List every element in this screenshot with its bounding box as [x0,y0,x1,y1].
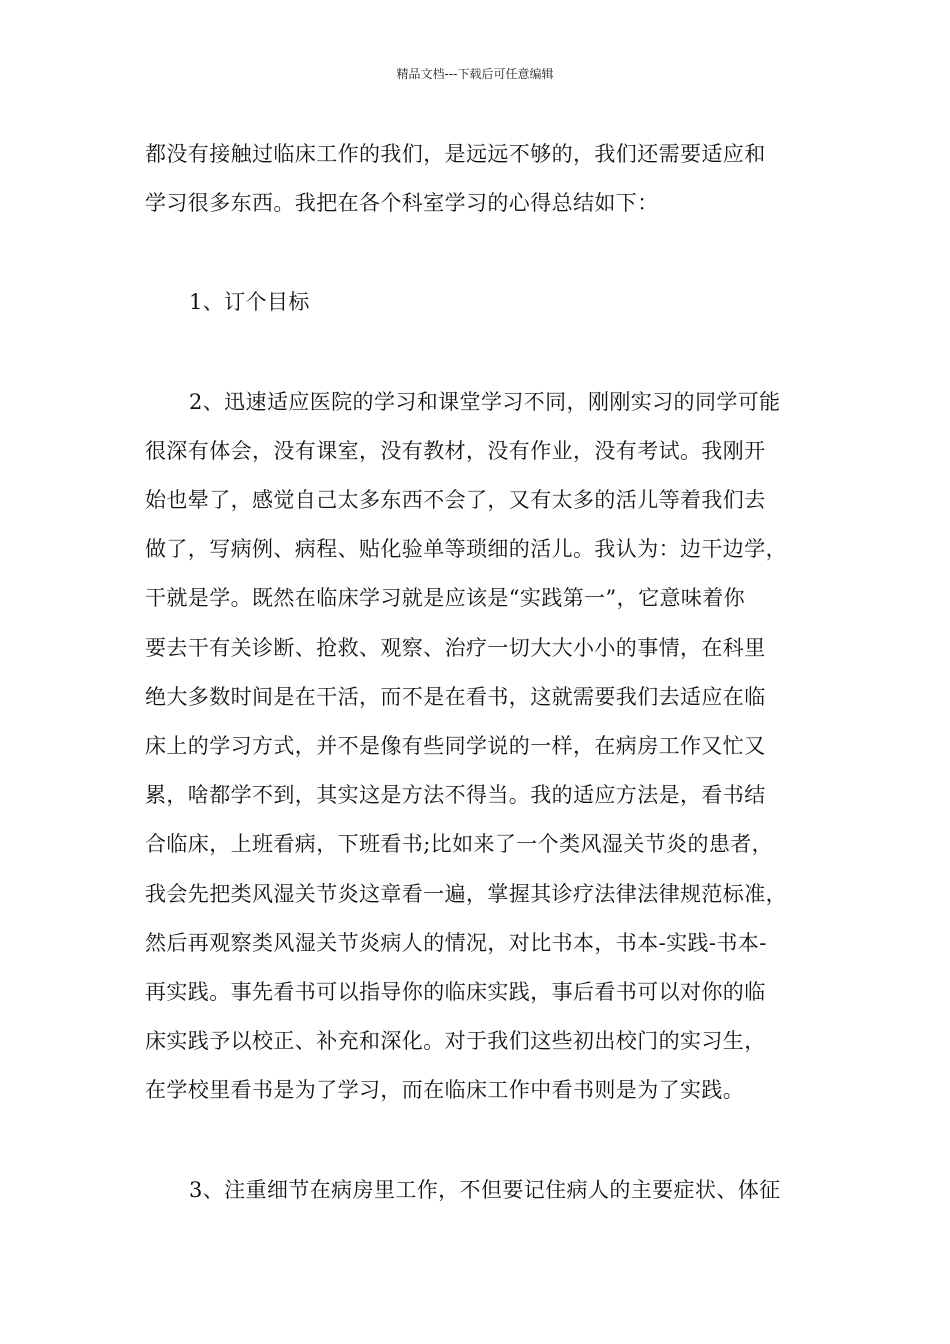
text-line: 都没有接触过临床工作的我们，是远远不够的，我们还需要适应和 [145,142,766,166]
text-line: 我会先把类风湿关节炎这章看一遍，掌握其诊疗法律法律规范标准， [145,881,787,906]
text-line: 然后再观察类风湿关节炎病人的情况，对比书本，书本-实践-书本- [145,930,767,955]
document-body [145,130,820,1215]
text-line: 学习很多东西。我把在各个科室学习的心得总结如下： [145,191,659,216]
text-line: 床上的学习方式，并不是像有些同学说的一样，在病房工作又忙又 [145,734,766,759]
item-heading: 3、注重细节在病房里工作，不但要记住病人的主要症状、体征 [189,1177,781,1202]
paragraph-intro [145,130,820,228]
paragraph-item-3 [145,1166,820,1215]
paragraph-item-1 [145,278,820,327]
text-line: 床实践予以校正、补充和深化。对于我们这些初出校门的实习生， [145,1029,766,1054]
text-line [145,278,820,327]
item-heading: 1、订个目标 [189,290,310,315]
text-line: 始也晕了，感觉自己太多东西不会了，又有太多的活儿等着我们去 [145,488,766,513]
text-line: 干就是学。既然在临床学习就是应该是“实践第一”，它意味着你 [145,586,746,611]
text-line: 要去干有关诊断、抢救、观察、治疗一切大大小小的事情，在科里 [145,635,766,660]
text-line: 很深有体会，没有课室，没有教材，没有作业，没有考试。我刚开 [145,438,766,463]
text-line: 累，啥都学不到，其实这是方法不得当。我的适应方法是，看书结 [145,783,766,808]
page-header: 精品文档---下载后可任意编辑 [396,67,554,81]
item-heading: 2、迅速适应医院的学习和课堂学习不同，刚刚实习的同学可能 [189,389,781,414]
text-line: 做了，写病例、病程、贴化验单等琐细的活儿。我认为：边干边学， [145,537,787,562]
text-line: 在学校里看书是为了学习，而在临床工作中看书则是为了实践。 [145,1078,745,1103]
text-line [145,378,820,427]
text-line: 再实践。事先看书可以指导你的临床实践，事后看书可以对你的临 [145,980,766,1005]
paragraph-item-2 [145,378,820,1116]
text-line: 合临床，上班看病，下班看书;比如来了一个类风湿关节炎的患者， [145,832,774,857]
text-line: 绝大多数时间是在干活，而不是在看书，这就需要我们去适应在临 [145,684,766,709]
text-line [145,1166,820,1215]
